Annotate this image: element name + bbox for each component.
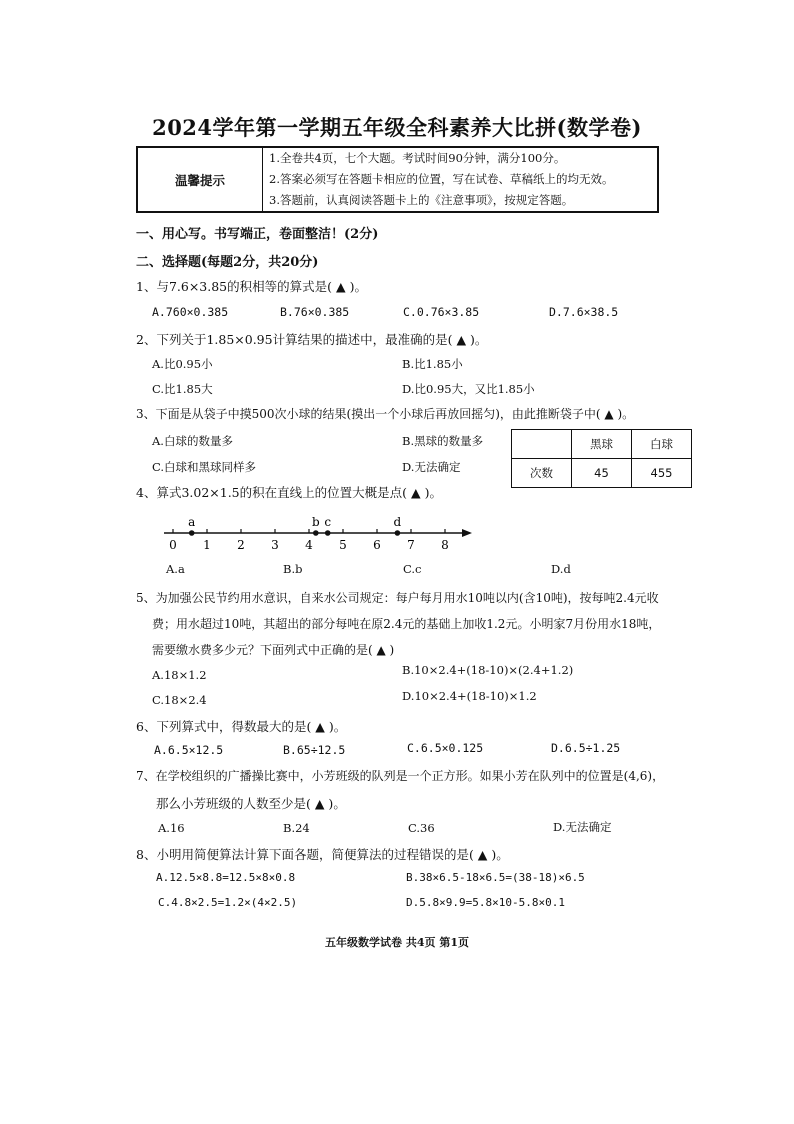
tick-label-5: 5 — [339, 538, 347, 552]
q3-option-a: A.白球的数量多 — [152, 434, 233, 448]
q3-option-d: D.无法确定 — [402, 460, 461, 474]
table-value-white: 455 — [632, 459, 692, 488]
q8-option-a: A.12.5×8.8=12.5×8×0.8 — [156, 871, 296, 884]
q7-option-c: C.36 — [408, 821, 435, 835]
point-a — [189, 530, 195, 536]
q8-option-c: C.4.8×2.5=1.2×(4×2.5) — [158, 896, 298, 909]
point-label-c: c — [324, 515, 332, 529]
table-row-label: 次数 — [512, 459, 572, 488]
tick-label-2: 2 — [237, 538, 245, 552]
question-5-line-1: 5、为加强公民节约用水意识，自来水公司规定：每户每月用水10吨以内(含10吨)，按每吨2.4元收 — [136, 591, 659, 605]
point-label-d: d — [393, 515, 402, 529]
q8-option-b: B.38×6.5-18×6.5=(38-18)×6.5 — [406, 871, 585, 884]
table-header-black: 黑球 — [572, 430, 632, 459]
q4-option-c: C.c — [403, 562, 422, 576]
question-8-stem: 8、小明用简便算法计算下面各题，简便算法的过程错误的是( ▲ )。 — [136, 847, 509, 862]
notice-line-1: 1.全卷共4页，七个大题。考试时间90分钟，满分100分。 — [269, 151, 566, 165]
q8-option-d: D.5.8×9.9=5.8×10-5.8×0.1 — [406, 896, 565, 909]
page-title: 2024学年第一学期五年级全科素养大比拼(数学卷) — [152, 115, 642, 140]
notice-line-2: 2.答案必须写在答题卡相应的位置，写在试卷、草稿纸上的均无效。 — [269, 172, 614, 186]
page-footer: 五年级数学试卷 共4页 第1页 — [325, 936, 469, 949]
q4-option-b: B.b — [283, 562, 303, 576]
tick-label-7: 7 — [407, 538, 415, 552]
table-value-black: 45 — [572, 459, 632, 488]
q6-option-b: B.65÷12.5 — [283, 743, 346, 757]
q5-option-c: C.18×2.4 — [152, 693, 207, 707]
q1-option-d: D.7.6×38.5 — [549, 305, 619, 319]
q1-option-c: C.0.76×3.85 — [403, 305, 480, 319]
q6-option-c: C.6.5×0.125 — [407, 741, 484, 755]
q1-option-b: B.76×0.385 — [280, 305, 350, 319]
point-b — [313, 530, 319, 536]
q7-option-a: A.16 — [158, 821, 185, 835]
question-1-stem: 1、与7.6×3.85的积相等的算式是( ▲ )。 — [136, 279, 367, 294]
question-3-stem: 3、下面是从袋子中摸500次小球的结果(摸出一个小球后再放回摇匀)，由此推断袋子中( ▲ )。 — [136, 407, 635, 421]
question-7-line-2: 那么小芳班级的人数至少是( ▲ )。 — [156, 796, 346, 811]
q4-option-d: D.d — [551, 562, 571, 576]
table-header-white: 白球 — [632, 430, 692, 459]
ball-draw-table — [511, 429, 692, 488]
point-label-a: a — [188, 515, 196, 529]
q5-option-d: D.10×2.4+(18-10)×1.2 — [402, 689, 537, 703]
q2-option-c: C.比1.85大 — [152, 382, 213, 396]
section-2-heading: 二、选择题(每题2分，共20分) — [136, 255, 319, 270]
tick-label-4: 4 — [305, 538, 313, 552]
q1-option-a: A.760×0.385 — [152, 305, 229, 319]
question-2-stem: 2、下列关于1.85×0.95计算结果的描述中，最准确的是( ▲ )。 — [136, 332, 488, 347]
point-c — [325, 530, 331, 536]
q6-option-a: A.6.5×12.5 — [154, 743, 224, 757]
question-4-stem: 4、算式3.02×1.5的积在直线上的位置大概是点( ▲ )。 — [136, 485, 442, 500]
question-7-line-1: 7、在学校组织的广播操比赛中，小芳班级的队列是一个正方形。如果小芳在队列中的位置是(4,6)， — [136, 769, 665, 783]
tick-label-3: 3 — [271, 538, 279, 552]
q5-option-b: B.10×2.4+(18-10)×(2.4+1.2) — [402, 663, 574, 677]
tick-label-0: 0 — [169, 538, 177, 552]
notice-label: 温馨提示 — [137, 147, 263, 212]
tick-label-8: 8 — [441, 538, 449, 552]
number-line-arrow-icon — [462, 529, 472, 537]
question-5-line-2: 费；用水超过10吨，其超出的部分每吨在原2.4元的基础上加收1.2元。小明家7月份用水18吨， — [152, 617, 661, 631]
q2-option-b: B.比1.85小 — [402, 357, 463, 371]
section-1-heading: 一、用心写。书写端正，卷面整洁！(2分) — [136, 227, 379, 242]
q7-option-d: D.无法确定 — [553, 820, 612, 834]
notice-lines — [263, 147, 659, 212]
question-5-line-3: 需要缴水费多少元？下面列式中正确的是( ▲ ) — [152, 643, 395, 657]
number-line — [150, 510, 480, 552]
table-corner-cell — [512, 430, 572, 459]
point-d — [395, 530, 401, 536]
q4-option-a: A.a — [166, 562, 185, 576]
tick-label-1: 1 — [203, 538, 211, 552]
question-6-stem: 6、下列算式中，得数最大的是( ▲ )。 — [136, 719, 347, 734]
q6-option-d: D.6.5÷1.25 — [551, 741, 621, 755]
q3-option-c: C.白球和黑球同样多 — [152, 460, 257, 474]
q7-option-b: B.24 — [283, 821, 310, 835]
q2-option-a: A.比0.95小 — [152, 357, 213, 371]
notice-line-3: 3.答题前，认真阅读答题卡上的《注意事项》，按规定答题。 — [269, 193, 574, 207]
q2-option-d: D.比0.95大，又比1.85小 — [402, 382, 535, 396]
q5-option-a: A.18×1.2 — [152, 668, 207, 682]
notice-box — [136, 146, 659, 213]
tick-label-6: 6 — [373, 538, 381, 552]
point-label-b: b — [311, 515, 320, 529]
q3-option-b: B.黑球的数量多 — [402, 434, 484, 448]
